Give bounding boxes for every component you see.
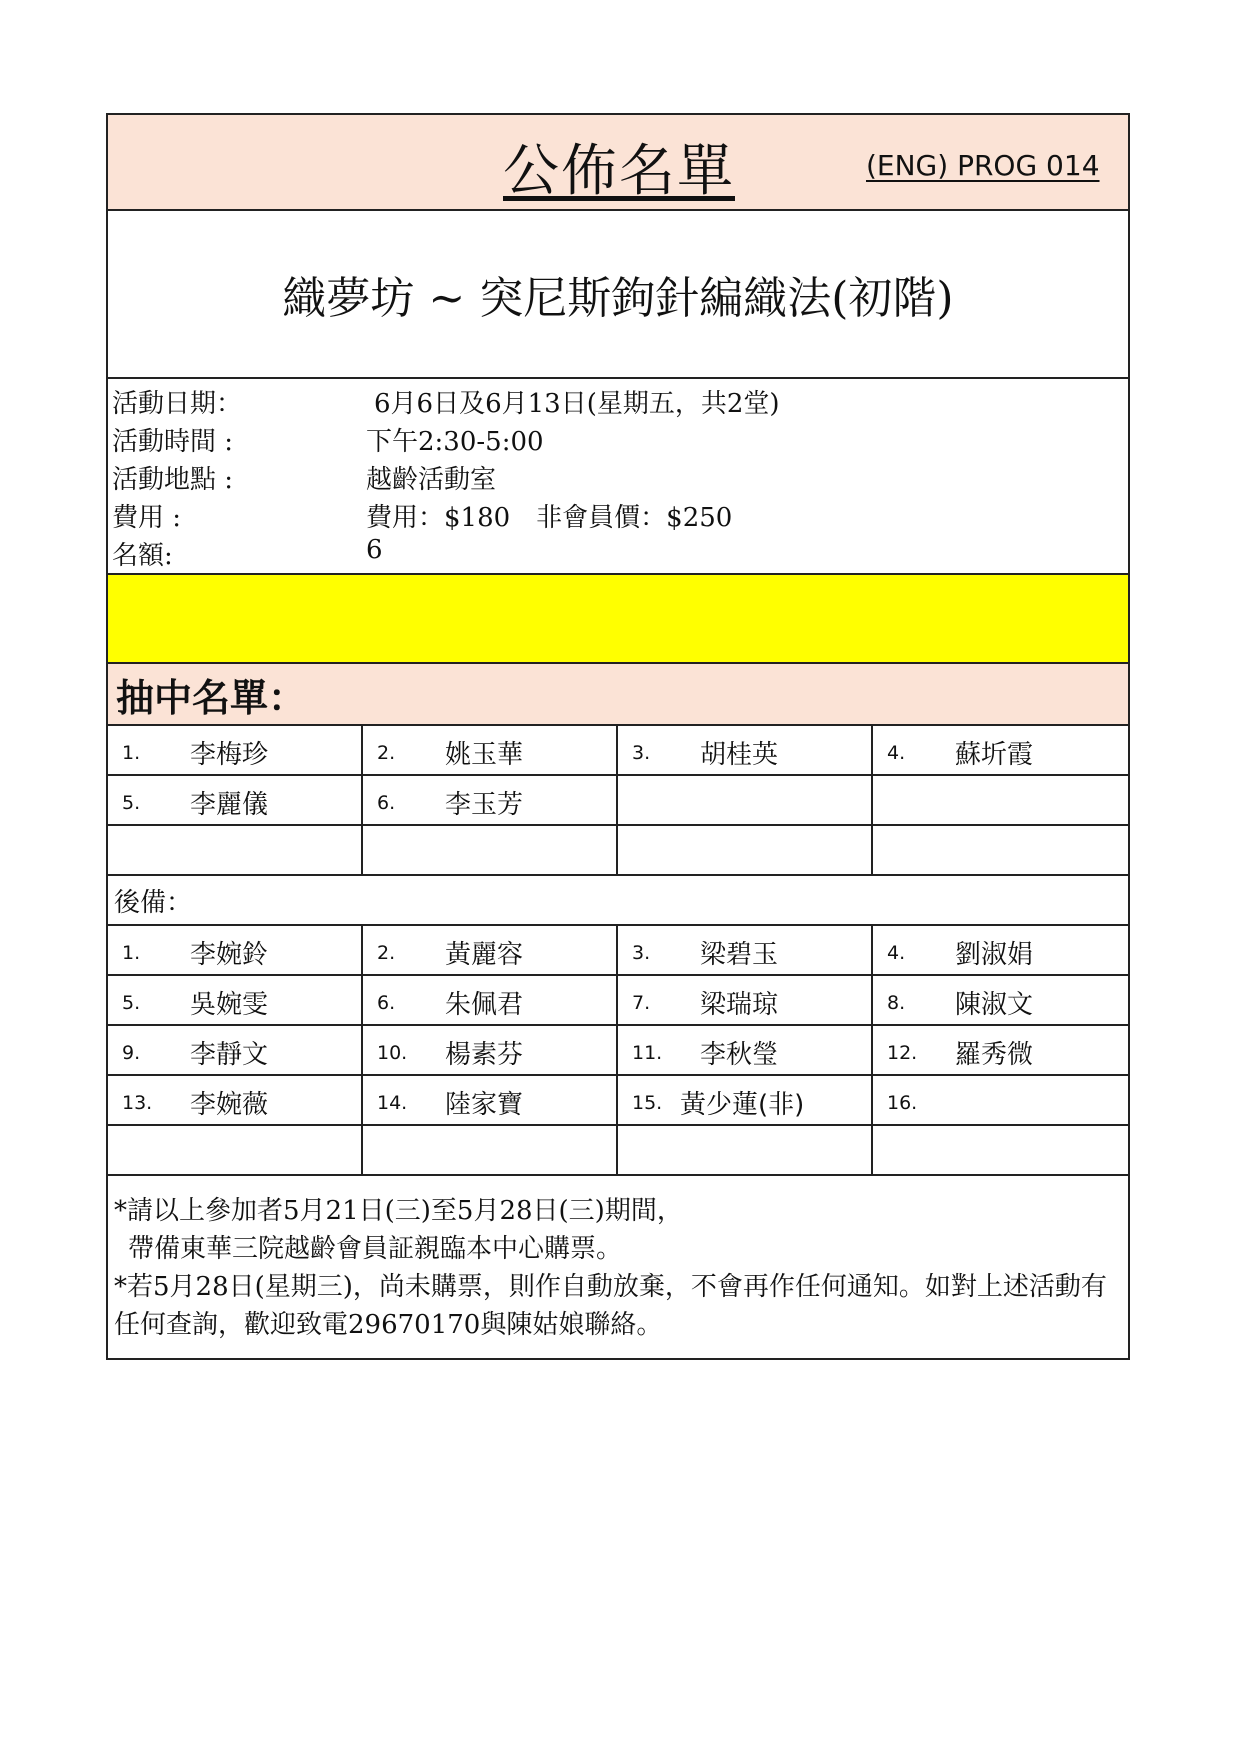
course-name-row	[108, 211, 1128, 379]
entry-name: 姚玉華	[445, 740, 524, 770]
info-value: 6月6日及6月13日(星期五，共2堂)	[374, 389, 780, 419]
name-cell	[618, 1126, 873, 1174]
name-cell	[108, 726, 363, 774]
header	[108, 115, 1128, 211]
name-cell	[363, 1076, 618, 1124]
entry-number: 8.	[887, 992, 906, 1014]
highlight-band	[108, 575, 1128, 664]
entry-number: 3.	[632, 942, 651, 964]
entry-number: 14.	[377, 1092, 408, 1114]
entry-number: 9.	[122, 1042, 141, 1064]
table-row	[108, 1026, 1128, 1076]
entry-name: 楊素芬	[445, 1040, 524, 1070]
entry-number: 7.	[632, 992, 651, 1014]
name-cell	[363, 826, 618, 874]
name-cell	[618, 926, 873, 974]
info-value: 下午2:30-5:00	[366, 427, 544, 457]
course-name: 織夢坊 ~ 突尼斯鉤針編織法(初階)	[282, 273, 954, 324]
info-value: 費用：$180 非會員價：$250	[366, 503, 733, 533]
entry-number: 6.	[377, 792, 396, 814]
info-date	[108, 383, 1128, 421]
entry-number: 12.	[887, 1042, 918, 1064]
table-row	[108, 926, 1128, 976]
entry-name: 梁瑞琼	[700, 990, 779, 1020]
note-line-3: *若5月28日(星期三)，尚未購票，則作自動放棄，不會再作任何通知。如對上述活動有任何查詢，歡迎致電29670170與陳姑娘聯絡。	[114, 1272, 1107, 1340]
table-row	[108, 726, 1128, 776]
note-line-1: *請以上參加者5月21日(三)至5月28日(三)期間，	[114, 1196, 683, 1226]
entry-number: 4.	[887, 942, 906, 964]
drawn-list-heading: 抽中名單：	[108, 664, 1128, 726]
entry-name: 李秋瑩	[700, 1040, 779, 1070]
entry-number: 5.	[122, 992, 141, 1014]
table-row	[108, 776, 1128, 826]
entry-number: 10.	[377, 1042, 408, 1064]
name-cell	[108, 776, 363, 824]
entry-name: 陳淑文	[955, 990, 1034, 1020]
name-cell	[873, 826, 1128, 874]
entry-number: 6.	[377, 992, 396, 1014]
info-value: 6	[366, 535, 383, 565]
notes	[108, 1176, 1128, 1358]
note-line-2: 帶備東華三院越齡會員証親臨本中心購票。	[128, 1234, 623, 1264]
entry-number: 13.	[122, 1092, 153, 1114]
entry-name: 羅秀微	[955, 1040, 1034, 1070]
name-cell	[873, 1126, 1128, 1174]
name-cell	[618, 826, 873, 874]
name-cell	[618, 726, 873, 774]
entry-number: 15.	[632, 1092, 663, 1114]
info-quota	[108, 535, 1128, 573]
entry-number: 3.	[632, 742, 651, 764]
name-cell	[618, 976, 873, 1024]
name-cell	[108, 976, 363, 1024]
name-cell	[363, 776, 618, 824]
name-cell	[363, 926, 618, 974]
name-cell	[873, 976, 1128, 1024]
entry-name: 李麗儀	[190, 790, 269, 820]
info-value: 越齡活動室	[366, 465, 497, 495]
name-cell	[873, 726, 1128, 774]
table-row	[108, 826, 1128, 876]
entry-name: 陸家寶	[445, 1090, 524, 1120]
entry-number: 1.	[122, 742, 141, 764]
name-cell	[873, 1026, 1128, 1074]
entry-name: 黃少蓮(非)	[680, 1090, 805, 1120]
name-cell	[618, 776, 873, 824]
entry-number: 2.	[377, 742, 396, 764]
entry-name: 胡桂英	[700, 740, 779, 770]
entry-number: 11.	[632, 1042, 663, 1064]
entry-name: 劉淑娟	[955, 940, 1034, 970]
activity-info	[108, 379, 1128, 575]
info-label: 活動時間 :	[112, 427, 234, 457]
name-cell	[108, 1076, 363, 1124]
name-cell	[873, 1076, 1128, 1124]
name-cell	[363, 1026, 618, 1074]
name-cell	[108, 926, 363, 974]
name-cell	[618, 1026, 873, 1074]
program-code: (ENG) PROG 014	[866, 149, 1100, 182]
entry-name: 李梅珍	[190, 740, 269, 770]
entry-name: 李靜文	[190, 1040, 269, 1070]
info-venue	[108, 459, 1128, 497]
entry-number: 5.	[122, 792, 141, 814]
page-title: 公佈名單	[503, 139, 735, 204]
name-cell	[618, 1076, 873, 1124]
entry-name: 李婉鈴	[190, 940, 269, 970]
info-label: 費用 :	[112, 503, 182, 533]
info-label: 活動地點 :	[112, 465, 234, 495]
name-cell	[363, 976, 618, 1024]
name-cell	[873, 776, 1128, 824]
entry-number: 16.	[887, 1092, 918, 1114]
info-label: 活動日期：	[112, 389, 243, 419]
entry-name: 吳婉雯	[190, 990, 269, 1020]
table-row	[108, 1076, 1128, 1126]
entry-name: 蘇圻霞	[955, 740, 1034, 770]
info-fee	[108, 497, 1128, 535]
reserve-list-heading: 後備：	[108, 876, 1128, 926]
entry-number: 1.	[122, 942, 141, 964]
name-cell	[108, 1026, 363, 1074]
info-time	[108, 421, 1128, 459]
reserve-list	[108, 926, 1128, 1176]
table-row	[108, 1126, 1128, 1176]
table-row	[108, 976, 1128, 1026]
entry-name: 李玉芳	[445, 790, 524, 820]
entry-number: 4.	[887, 742, 906, 764]
announcement-sheet	[106, 113, 1130, 1360]
entry-name: 黃麗容	[445, 940, 524, 970]
entry-number: 2.	[377, 942, 396, 964]
name-cell	[873, 926, 1128, 974]
entry-name: 朱佩君	[445, 990, 524, 1020]
drawn-list	[108, 726, 1128, 876]
name-cell	[108, 1126, 363, 1174]
name-cell	[363, 1126, 618, 1174]
info-label: 名額:	[112, 541, 173, 571]
name-cell	[363, 726, 618, 774]
entry-name: 梁碧玉	[700, 940, 779, 970]
name-cell	[108, 826, 363, 874]
entry-name: 李婉薇	[190, 1090, 269, 1120]
